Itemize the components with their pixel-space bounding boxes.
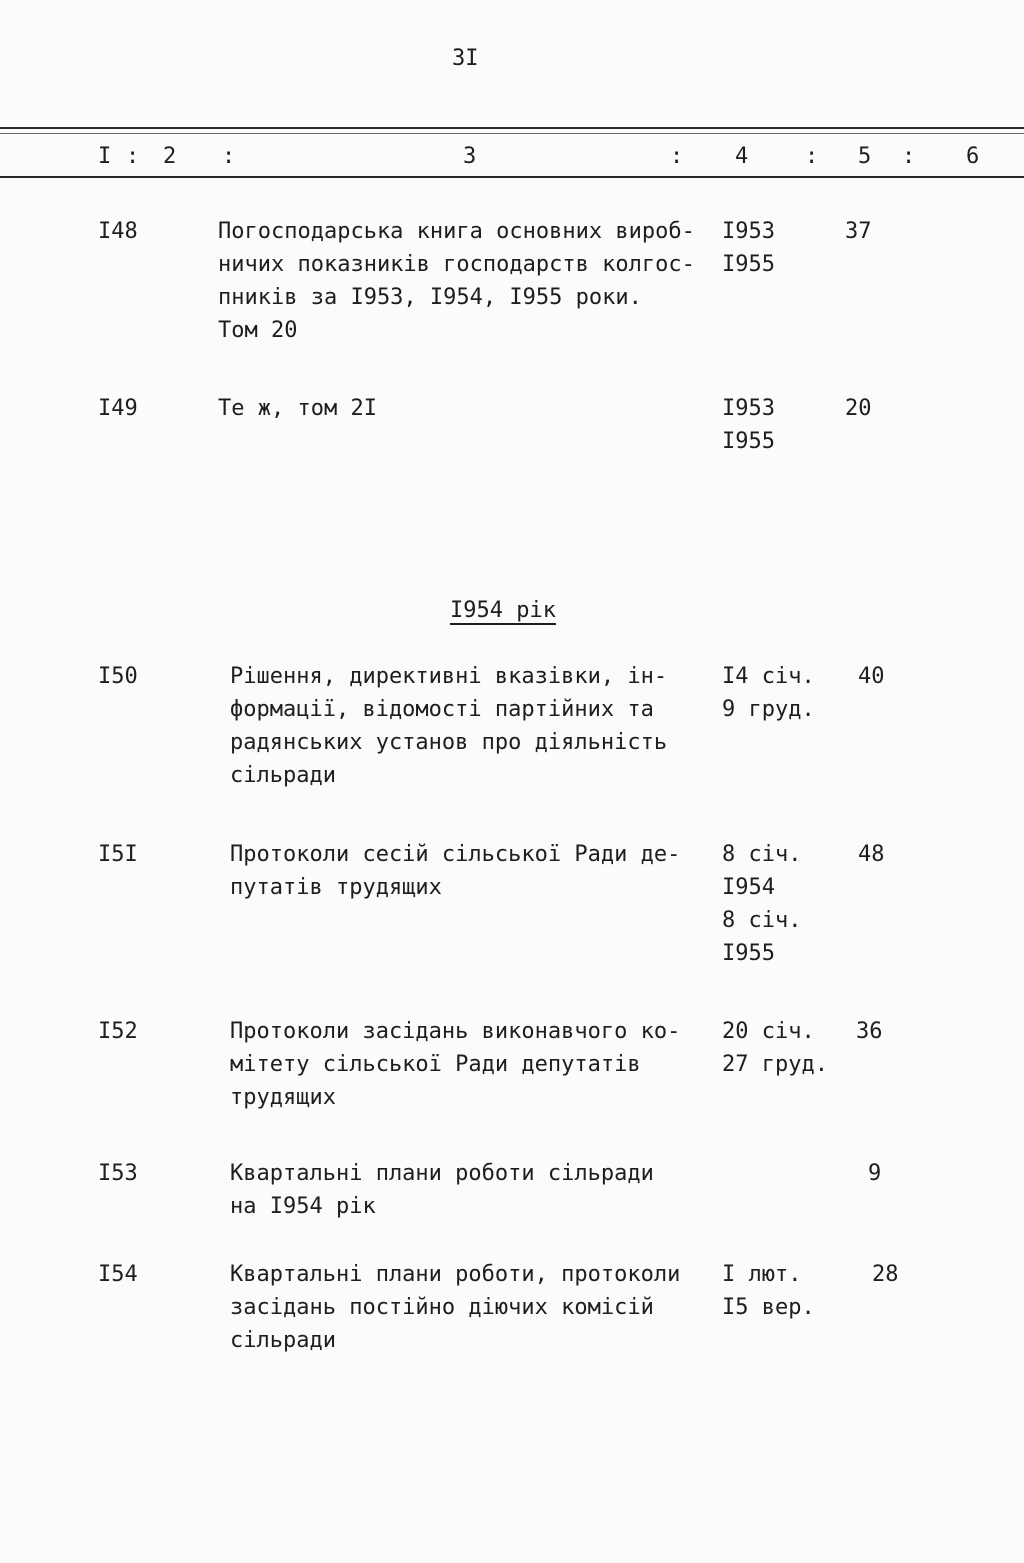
entry-title-line: засідань постійно діючих комісій [230,1295,654,1320]
entry-date: I953 [722,396,775,421]
entry-title-line: сільради [230,1328,336,1353]
entry-title-line: мітету сільської Ради депутатів [230,1052,641,1077]
entry-title-line: путатів трудящих [230,875,442,900]
column-header-4: 4 [735,144,749,169]
entry-date: I лют. [722,1262,802,1287]
entry-number: I54 [98,1262,138,1287]
column-header-6: 6 [966,144,980,169]
entry-date: I954 [722,875,775,900]
section-heading: I954 рік [450,598,556,623]
entry-number: I52 [98,1019,138,1044]
entry-dates [722,392,775,458]
header-rule-top [0,127,1024,129]
column-header-2: 2 [163,144,177,169]
column-separator: : [670,144,684,169]
entry-number: I48 [98,219,138,244]
entry-title-line: Те ж, том 2I [218,396,377,421]
entry-sheet-count: 36 [856,1019,883,1044]
header-rule-bottom [0,176,1024,178]
column-separator: : [902,144,916,169]
entry-date: I5 вер. [722,1295,815,1320]
entry-date: 8 січ. [722,842,802,867]
entry-sheet-count: 48 [858,842,885,867]
entry-title-line: Погосподарська книга основних вироб- [218,219,695,244]
entry-sheet-count: 40 [858,664,885,689]
entry-date: 8 січ. [722,908,802,933]
entry-date: 20 січ. [722,1019,815,1044]
entry-title-line: пників за I953, I954, I955 роки. [218,285,642,310]
entry-title-line: радянських установ про діяльність [230,730,668,755]
entry-title [230,838,680,904]
entry-number: I5I [98,842,138,867]
entry-title-line: формації, відомості партійних та [230,697,654,722]
entry-title-line: сільради [230,763,336,788]
entry-title-line: Протоколи сесій сільської Ради де- [230,842,681,867]
entry-number: I53 [98,1161,138,1186]
entry-date: I4 січ. [722,664,815,689]
entry-dates [722,660,815,726]
entry-title-line: на I954 рік [230,1194,376,1219]
entry-title-line: трудящих [230,1085,336,1110]
entry-dates [722,838,801,970]
entry-number: I49 [98,396,138,421]
entry-title [230,1015,680,1114]
entry-date: 27 груд. [722,1052,828,1077]
page-number: 3I [452,46,479,71]
entry-title [230,660,667,792]
entry-title [230,1258,680,1357]
entry-title [230,1157,654,1223]
entry-title-line: Рішення, директивні вказівки, ін- [230,664,668,689]
entry-number: I50 [98,664,138,689]
entry-dates [722,1258,815,1324]
entry-sheet-count: 28 [872,1262,899,1287]
header-rule-top-thin [0,133,1024,134]
entry-sheet-count: 20 [845,396,872,421]
entry-date: I955 [722,429,775,454]
column-header-3: 3 [463,144,477,169]
entry-title [218,392,377,425]
column-header-5: 5 [858,144,872,169]
entry-dates [722,215,775,281]
column-separator: : [222,144,236,169]
entry-title [218,215,695,347]
column-header-1: I [98,144,112,169]
entry-title-line: Квартальні плани роботи сільради [230,1161,654,1186]
entry-date: I955 [722,941,775,966]
entry-dates [722,1015,828,1081]
entry-title-line: Квартальні плани роботи, протоколи [230,1262,681,1287]
entry-date: 9 груд. [722,697,815,722]
entry-date: I955 [722,252,775,277]
entry-title-line: Протоколи засідань виконавчого ко- [230,1019,681,1044]
entry-sheet-count: 37 [845,219,872,244]
entry-title-line: ничих показників господарств колгос- [218,252,695,277]
entry-title-line: Том 20 [218,318,298,343]
entry-sheet-count: 9 [868,1161,882,1186]
column-separator: : [126,144,140,169]
entry-date: I953 [722,219,775,244]
column-separator: : [805,144,819,169]
